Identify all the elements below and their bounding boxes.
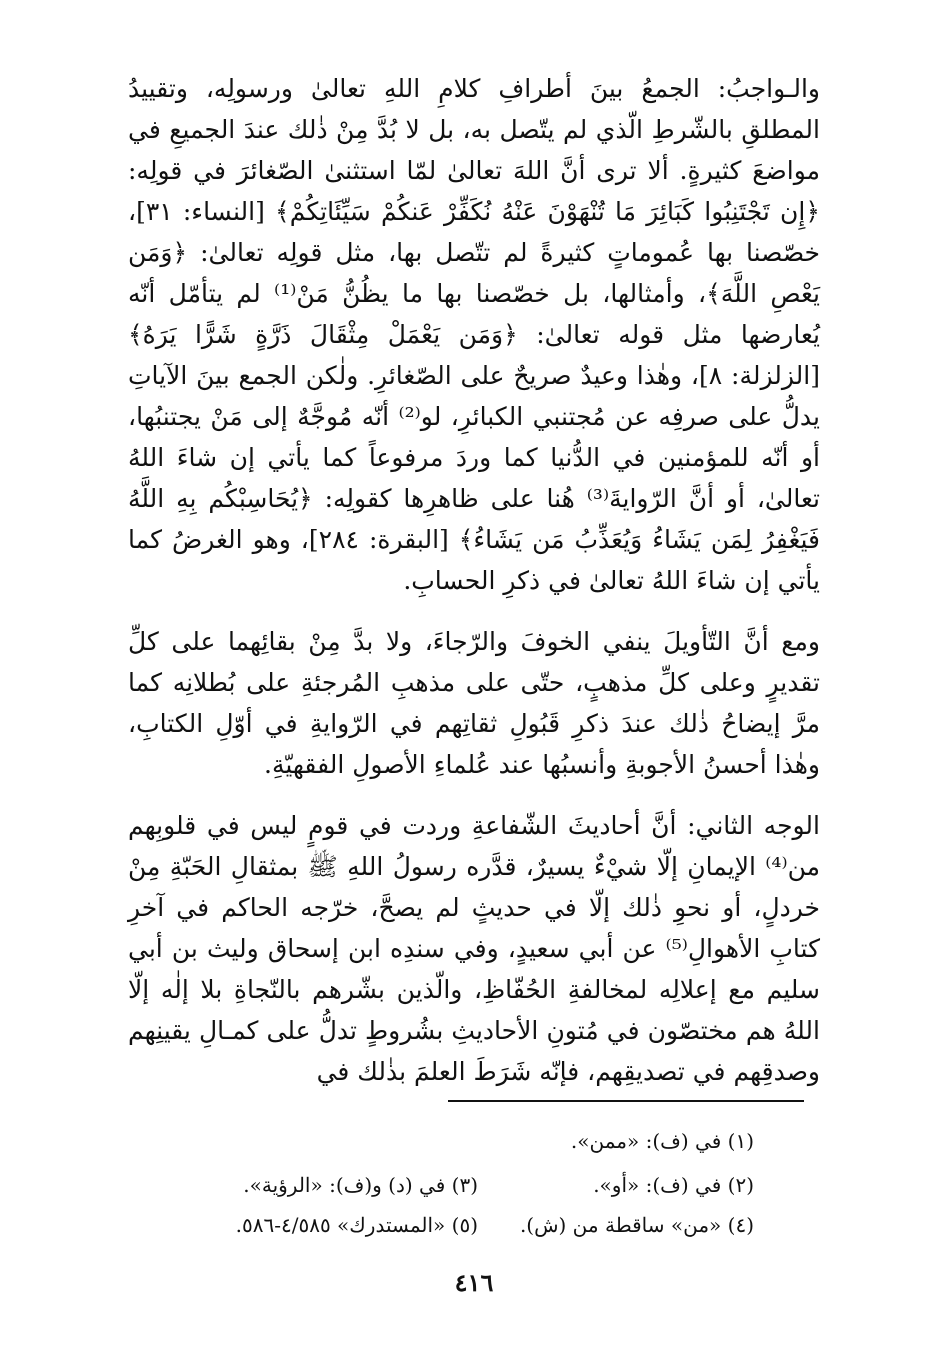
paragraph-2: ومع أنَّ التّأويلَ ينفي الخوفَ والرّجاءَ، ولا بدَّ مِنْ بقائِهما على كلِّ تقديرٍ وعلى كلِّ مذهبٍ، حتّى على مذهبِ المُرجئةِ على بُطلانِه كما مرَّ إيضاحُ ذٰلك عندَ ذكرِ قَبُولِ ثقاتِهم في الرّوايةِ في أوّلِ الكتابِ، وهٰذا أحسنُ الأجوبةِ وأنسبُها عند عُلماءِ الأصولِ الفقهيّةِ. <box>128 627 820 779</box>
footnote-divider <box>448 1100 804 1102</box>
footnote-1: (١) في (ف): «ممن». <box>570 1129 754 1153</box>
footnote-5: (٥) «المستدرك» ٤/٥٨٥-٥٨٦. <box>235 1213 478 1237</box>
footnote-2: (٢) في (ف): «أو». <box>593 1173 754 1197</box>
paragraph-1: والـواجبُ: الجمعُ بينَ أطرافِ كلامِ اللهِ تعالىٰ ورسولِه، وتقييدُ المطلقِ بالشّرطِ الّذي لم يتّصل به، بل لا بُدَّ مِنْ ذٰلك عندَ الجميعِ في مواضعَ كثيرةٍ. ألا ترى أنَّ اللهَ تعالىٰ لمّا استثنىٰ الصّغائرَ في قولِه: ﴿إِن تَجْتَنِبُوا كَبَائِرَ مَا تُنْهَوْنَ عَنْهُ نُكَفِّرْ عَنكُمْ سَيِّئَاتِكُمْ﴾ [النساء: ٣١]، خصّصنا بها عُموماتٍ كثيرةً لم تتّصل بها، مثل قولِه تعالىٰ: ﴿وَمَن يَعْصِ اللَّهَ﴾، وأمثالها، بل خصّصنا بها ما يظُنُّ مَنْ⁽¹⁾ لم يتأمّل أنّه يُعارضها مثل قوله تعالىٰ: ﴿وَمَن يَعْمَلْ مِثْقَالَ ذَرَّةٍ شَرًّا يَرَهُ﴾ [الزلزلة: ٨]، وهٰذا وعيدٌ صريحٌ على الصّغائرِ. ولٰكن الجمع بينَ الآياتِ يدلُّ على صرفِه عن مُجتنبي الكبائرِ، لو⁽²⁾ أنّه مُوجَّهٌ إلى مَنْ يجتنبُها، أو أنّه للمؤمنين في الدُّنيا كما وردَ مرفوعاً كما يأتي إن شاءَ اللهُ تعالىٰ، أو أنَّ الرّوايةَ⁽³⁾ هُنا على ظاهرِها كقولِه: ﴿يُحَاسِبْكُم بِهِ اللَّهُ فَيَغْفِرُ لِمَن يَشَاءُ وَيُعَذِّبُ مَن يَشَاءُ﴾ [البقرة: ٢٨٤]، وهو الغرضُ كما يأتي إن شاءَ اللهُ تعالىٰ في ذكرِ الحسابِ. <box>128 74 820 595</box>
footnote-3: (٣) في (د) و(ف): «الرؤية». <box>243 1173 478 1197</box>
page-number: ٤١٦ <box>454 1268 494 1297</box>
paragraph-3: الوجه الثاني: أنَّ أحاديثَ الشّفاعةِ وردت في قومٍ ليس في قلوبِهم من⁽⁴⁾ الإيمانِ إلّا شيْءٌ يسيرٌ، قدَّره رسولُ اللهِ ﷺ بمثقالِ الحَبّةِ مِنْ خردلٍ، أو نحوِ ذٰلك إلّا في حديثٍ لم يصحَّ، خرّجه الحاكم في آخرِ كتابِ الأهوالِ⁽⁵⁾ عن أبي سعيدٍ، وفي سندِه ابن إسحاق وليث بن أبي سليم مع إعلالِه لمخالفةِ الحُفّاظِ، والّذين بشّرهم بالنّجاةِ بلا إلٰه إلّا اللهُ هم مختصّون في مُتونِ الأحاديثِ بشُروطٍ تدلُّ على كمـالِ يقينِهم وصدقِهم في تصديقِهم، فإنّه شَرَطَ العلمَ بذٰلك في <box>128 811 820 1086</box>
main-text <box>128 68 820 1092</box>
footnote-4: (٤) «من» ساقطة من (ش). <box>519 1213 754 1237</box>
